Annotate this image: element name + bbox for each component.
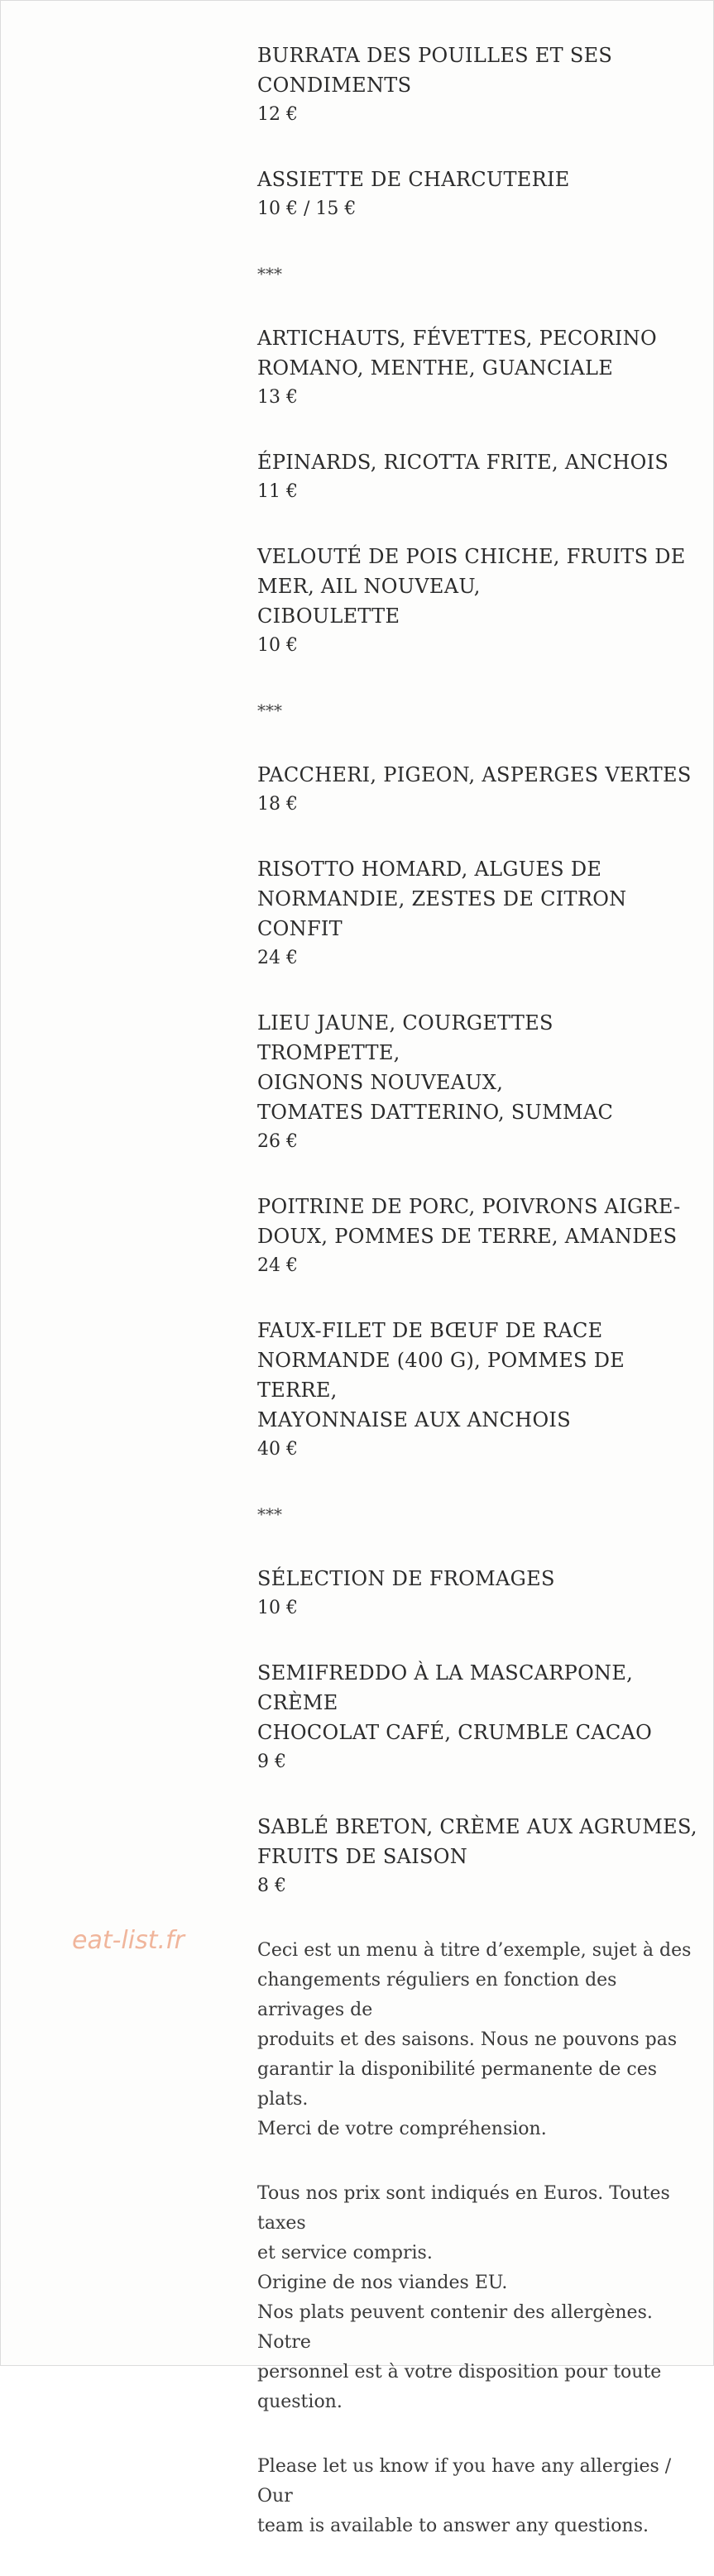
section-separator: ***	[257, 264, 282, 284]
dish-name: RISOTTO HOMARD, ALGUES DE NORMANDIE, ZESTES DE CITRON CONFIT	[257, 858, 627, 940]
menu-item	[257, 1316, 700, 1465]
allergies-note: Please let us know if you have any allergies / Our team is available to answer any questions.	[257, 2456, 672, 2536]
section-separator: ***	[257, 1504, 282, 1524]
dish-price: 24 €	[257, 948, 298, 968]
dish-name: SÉLECTION DE FROMAGES	[257, 1567, 555, 1590]
menu-item	[257, 1008, 700, 1157]
menu-item	[257, 1564, 700, 1623]
dish-price: 11 €	[257, 481, 298, 502]
menu-item	[257, 165, 700, 224]
dish-price: 10 € / 15 €	[257, 198, 357, 219]
dish-price: 10 €	[257, 1598, 298, 1618]
watermark-logo: eat-list.fr	[72, 1926, 184, 1955]
dish-name: SEMIFREDDO À LA MASCARPONE, CRÈME CHOCOLAT CAFÉ, CRUMBLE CACAO	[257, 1661, 653, 1744]
menu-content	[257, 41, 700, 2576]
dish-name: LIEU JAUNE, COURGETTES TROMPETTE, OIGNONS NOUVEAUX, TOMATES DATTERINO, SUMMAC	[257, 1011, 614, 1124]
dish-name: ASSIETTE DE CHARCUTERIE	[257, 168, 570, 191]
dish-name: BURRATA DES POUILLES ET SES CONDIMENTS	[257, 44, 613, 97]
menu-disclaimer-note: Ceci est un menu à titre d’exemple, sujet à des changements réguliers en fonction des arrivages de produits et des saisons. Nous ne pouvons pas garantir la disponibilité permanente de ces plats. Merci de votre compréhension.	[257, 1940, 692, 2139]
dish-price: 24 €	[257, 1255, 298, 1276]
menu-item	[257, 1658, 700, 1777]
dish-name: VELOUTÉ DE POIS CHICHE, FRUITS DE MER, AIL NOUVEAU, CIBOULETTE	[257, 545, 686, 628]
dish-price: 10 €	[257, 635, 298, 656]
menu-item	[257, 323, 700, 413]
prices-info-note: Tous nos prix sont indiqués en Euros. Toutes taxes et service compris. Origine de nos viandes EU. Nos plats peuvent contenir des allergènes. Notre personnel est à votre disposition pour toute question.	[257, 2183, 670, 2412]
menu-item	[257, 760, 700, 820]
dish-name: PACCHERI, PIGEON, ASPERGES VERTES	[257, 763, 692, 786]
dish-name: POITRINE DE PORC, POIVRONS AIGRE- DOUX, POMMES DE TERRE, AMANDES	[257, 1195, 681, 1248]
dish-name: SABLÉ BRETON, CRÈME AUX AGRUMES, FRUITS DE SAISON	[257, 1815, 697, 1868]
menu-item	[257, 854, 700, 973]
dish-price: 9 €	[257, 1752, 286, 1772]
menu-item	[257, 41, 700, 130]
dish-name: FAUX-FILET DE BŒUF DE RACE NORMANDE (400 G), POMMES DE TERRE, MAYONNAISE AUX ANCHOIS	[257, 1319, 625, 1431]
menu-item	[257, 542, 700, 661]
menu-item	[257, 1192, 700, 1281]
menu-item	[257, 1812, 700, 1901]
section-separator: ***	[257, 700, 282, 720]
menu-item	[257, 447, 700, 507]
dish-price: 40 €	[257, 1439, 298, 1460]
dish-price: 8 €	[257, 1876, 286, 1896]
dish-name: ARTICHAUTS, FÉVETTES, PECORINO ROMANO, MENTHE, GUANCIALE	[257, 327, 657, 380]
dish-price: 13 €	[257, 387, 298, 408]
dish-price: 26 €	[257, 1131, 298, 1152]
dish-price: 12 €	[257, 104, 298, 125]
dish-price: 18 €	[257, 794, 298, 815]
dish-name: ÉPINARDS, RICOTTA FRITE, ANCHOIS	[257, 451, 669, 474]
